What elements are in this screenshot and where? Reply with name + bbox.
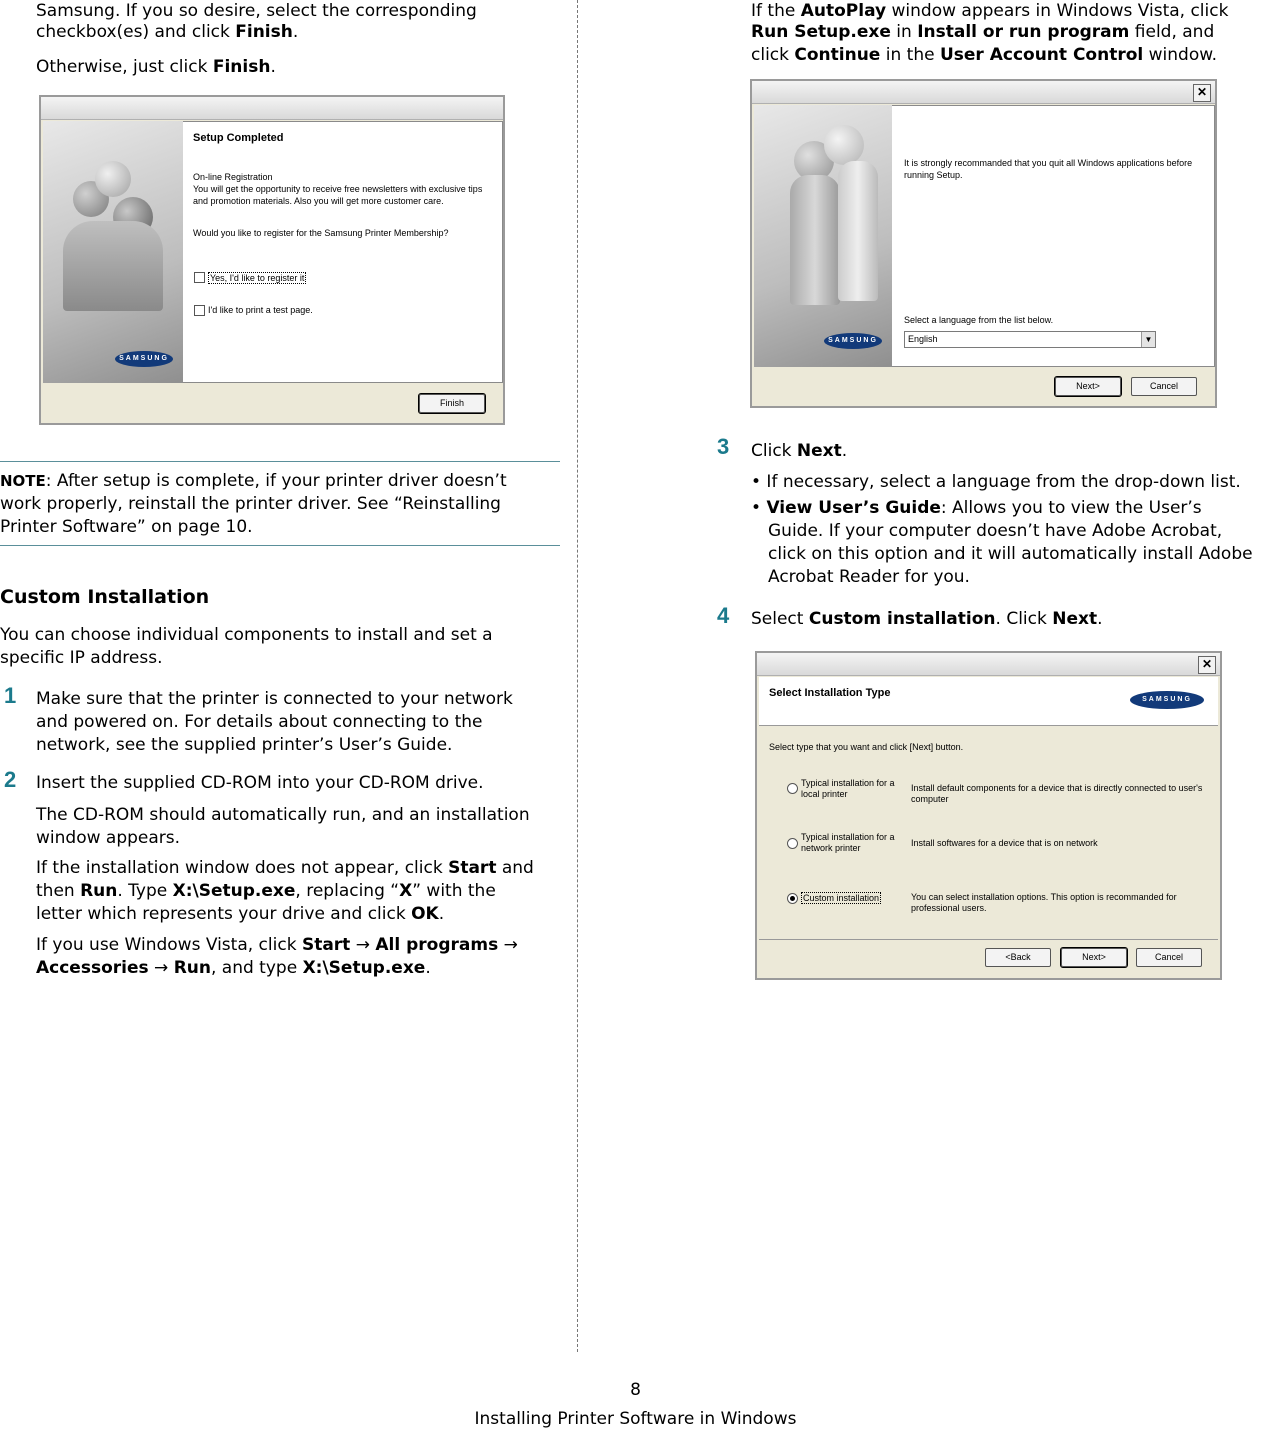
step2-p2-line2: window appears. bbox=[36, 828, 181, 848]
custom-installation-heading: Custom Installation bbox=[0, 586, 210, 608]
otherwise-text: Otherwise, just click Finish. bbox=[36, 57, 276, 77]
intro-line1: Samsung. If you so desire, select the corresponding bbox=[36, 1, 477, 21]
radio-custom[interactable] bbox=[787, 893, 798, 904]
step2-p3-line2: then Run. Type X:\Setup.exe, replacing “X” with the bbox=[36, 881, 496, 901]
step2-number: 2 bbox=[4, 767, 17, 792]
opt3-label1: Custom installation bbox=[803, 893, 880, 903]
next-button[interactable]: Next> bbox=[1061, 948, 1127, 967]
step1-line1: Make sure that the printer is connected to your network bbox=[36, 689, 513, 709]
dialog-titlebar bbox=[752, 81, 1215, 104]
language-select[interactable] bbox=[904, 331, 1156, 348]
language-value: English bbox=[908, 334, 938, 344]
opt1-desc2: computer bbox=[911, 794, 949, 804]
intro-line2: checkbox(es) and click Finish. bbox=[36, 22, 299, 42]
opt3-desc2: professional users. bbox=[911, 903, 987, 913]
step3-bullet2-line4: Acrobat Reader for you. bbox=[768, 567, 970, 587]
test-page-checkbox-label: I'd like to print a test page. bbox=[208, 305, 313, 315]
autoplay-line2: Run Setup.exe in Install or run program field, and bbox=[751, 22, 1215, 42]
finish-button[interactable]: Finish bbox=[419, 394, 485, 413]
step3-number: 3 bbox=[717, 434, 730, 459]
register-checkbox-label: Yes, I'd like to register it bbox=[210, 273, 305, 283]
step3-line1: Click Next. bbox=[751, 441, 848, 461]
step3-bullet1: • If necessary, select a language from the drop-down list. bbox=[751, 472, 1241, 492]
reg-text1: You will get the opportunity to receive free newsletters with exclusive tips bbox=[193, 184, 483, 194]
opt1-label2: local printer bbox=[801, 789, 848, 799]
chevron-down-icon[interactable]: ▼ bbox=[1141, 332, 1155, 347]
step2-p4-line2: Accessories → Run, and type X:\Setup.exe. bbox=[36, 958, 431, 978]
dialog-content bbox=[892, 105, 1215, 367]
question-text: Would you like to register for the Samsung Printer Membership? bbox=[193, 228, 449, 238]
test-page-checkbox[interactable] bbox=[194, 305, 205, 316]
language-dialog bbox=[750, 79, 1217, 408]
column-divider bbox=[577, 0, 578, 1352]
opt3-desc1: You can select installation options. This option is recommanded for bbox=[911, 892, 1177, 902]
step1-line3: network, see the supplied printer’s User’s Guide. bbox=[36, 735, 453, 755]
custom-intro-line1: You can choose individual components to install and set a bbox=[0, 625, 493, 645]
close-icon[interactable]: ✕ bbox=[1193, 84, 1211, 102]
prompt-text: Select type that you want and click [Next] button. bbox=[769, 742, 964, 752]
reg-heading: On-line Registration bbox=[193, 172, 273, 182]
step2-p3-line1: If the installation window does not appear, click Start and bbox=[36, 858, 534, 878]
dialog-side-image bbox=[43, 121, 183, 383]
step3-bullet2-line2: Guide. If your computer doesn’t have Adobe Acrobat, bbox=[768, 521, 1223, 541]
dialog-titlebar bbox=[41, 97, 503, 120]
next-button[interactable]: Next> bbox=[1055, 377, 1121, 396]
custom-intro-line2: specific IP address. bbox=[0, 648, 163, 668]
autoplay-line1: If the AutoPlay window appears in Windows Vista, click bbox=[751, 1, 1229, 21]
note-rule-top bbox=[0, 461, 560, 462]
footer-divider bbox=[759, 939, 1218, 940]
step2-p3-line3: letter which represents your drive and click OK. bbox=[36, 904, 445, 924]
step2-p4-line1: If you use Windows Vista, click Start → All programs → bbox=[36, 935, 518, 955]
opt2-desc1: Install softwares for a device that is on network bbox=[911, 838, 1098, 848]
register-checkbox[interactable] bbox=[194, 272, 205, 283]
opt2-label2: network printer bbox=[801, 843, 861, 853]
step4-line1: Select Custom installation. Click Next. bbox=[751, 609, 1103, 629]
dialog-title: Setup Completed bbox=[193, 132, 284, 144]
note-line2: work properly, reinstall the printer driver. See “Reinstalling bbox=[0, 494, 501, 514]
reg-text2: and promotion materials. Also you will get more customer care. bbox=[193, 196, 444, 206]
step1-line2: and powered on. For details about connecting to the bbox=[36, 712, 483, 732]
step1-number: 1 bbox=[4, 683, 17, 708]
step3-bullet2-line3: click on this option and it will automatically install Adobe bbox=[768, 544, 1253, 564]
step2-p2-line1: The CD-ROM should automatically run, and an installation bbox=[36, 805, 530, 825]
options-area bbox=[759, 726, 1218, 938]
radio-typical-local[interactable] bbox=[787, 783, 798, 794]
close-icon[interactable]: ✕ bbox=[1198, 656, 1216, 674]
page-number: 8 bbox=[630, 1380, 641, 1400]
dialog-title: Select Installation Type bbox=[769, 687, 891, 699]
opt1-desc1: Install default components for a device that is directly connected to user's bbox=[911, 783, 1203, 793]
dialog-side-image bbox=[754, 105, 892, 367]
installation-type-dialog bbox=[755, 651, 1222, 980]
note-label: NOTE bbox=[0, 472, 46, 490]
opt2-label1: Typical installation for a bbox=[801, 832, 895, 842]
dialog-titlebar bbox=[757, 653, 1220, 676]
quit-apps-text2: running Setup. bbox=[904, 170, 963, 180]
note-rule-bottom bbox=[0, 545, 560, 546]
note-line3: Printer Software” on page 10. bbox=[0, 517, 253, 537]
setup-completed-dialog bbox=[39, 95, 505, 425]
radio-typical-network[interactable] bbox=[787, 838, 798, 849]
autoplay-line3: click Continue in the User Account Control window. bbox=[751, 45, 1217, 65]
step3-bullet2-line1: • View User’s Guide: Allows you to view the User’s bbox=[751, 498, 1202, 518]
back-button[interactable]: <Back bbox=[985, 948, 1051, 967]
dialog-content bbox=[183, 121, 503, 383]
dialog-header bbox=[759, 677, 1218, 726]
footer-title: Installing Printer Software in Windows bbox=[474, 1409, 797, 1429]
opt1-label1: Typical installation for a bbox=[801, 778, 895, 788]
cancel-button[interactable]: Cancel bbox=[1131, 377, 1197, 396]
samsung-logo: SAMSUNG bbox=[824, 333, 882, 349]
note-line1: NOTE: After setup is complete, if your printer driver doesn’t bbox=[0, 471, 507, 491]
samsung-logo: SAMSUNG bbox=[1130, 691, 1204, 709]
samsung-logo: SAMSUNG bbox=[115, 351, 173, 367]
quit-apps-text1: It is strongly recommanded that you quit all Windows applications before bbox=[904, 158, 1193, 168]
step2-line1: Insert the supplied CD-ROM into your CD-ROM drive. bbox=[36, 773, 484, 793]
language-label: Select a language from the list below. bbox=[904, 315, 1054, 325]
cancel-button[interactable]: Cancel bbox=[1136, 948, 1202, 967]
step4-number: 4 bbox=[717, 603, 730, 628]
